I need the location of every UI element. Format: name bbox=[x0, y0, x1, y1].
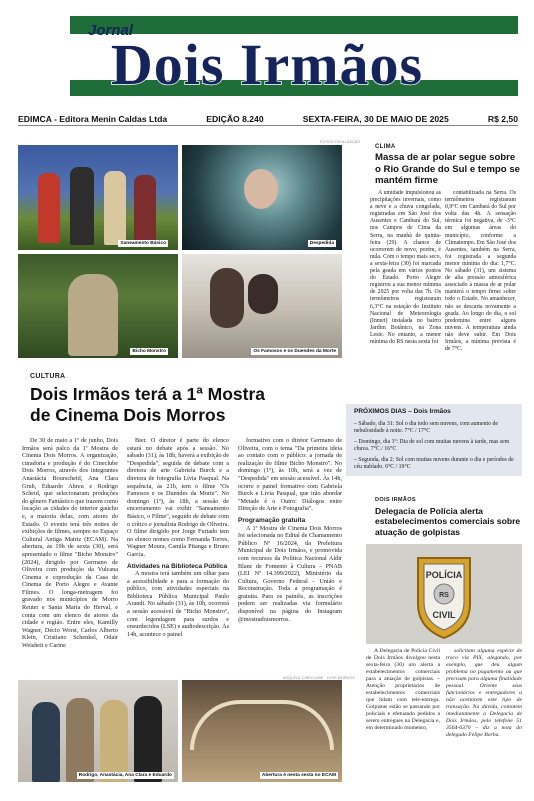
forecast-day-1: – Sábado, dia 31: Sol o dia todo sem nuvens, com aumento de nebulosidade à noite. 7°C / 17°C bbox=[354, 421, 498, 434]
cinema-headline-line-2: de Cinema Dois Morros bbox=[30, 405, 226, 425]
masthead bbox=[12, 10, 522, 108]
cinema-column-3 bbox=[238, 437, 342, 677]
cinema-photo-credit: ARQUIVO CINECLUBE · DOIS MORROS bbox=[283, 676, 355, 680]
photo-credit-top: FOTOS: DIVULGAÇÃO bbox=[320, 140, 361, 144]
caption-ecam: Abertura é nesta sexta no ECAM bbox=[261, 773, 336, 778]
badge-rs-text: RS bbox=[439, 592, 449, 599]
badge-policia-text: POLÍCIA bbox=[425, 570, 463, 580]
badge-civil-text: CIVIL bbox=[432, 610, 456, 620]
caption-famosos-duendes: Os Famosos e os Duendes da Morte bbox=[253, 349, 336, 354]
caption-organizers: Rodrigo, Anastácia, Ana Clara e Eduardo bbox=[78, 773, 172, 778]
caption-saneamento: Saneamento Básico bbox=[120, 241, 166, 246]
masthead-title: Dois Irmãos bbox=[110, 32, 424, 97]
film-still-despedida bbox=[182, 145, 342, 250]
photo-ecam bbox=[182, 680, 342, 782]
policia-kicker: DOIS IRMÃOS bbox=[375, 497, 416, 503]
cinema-kicker: CULTURA bbox=[30, 373, 66, 380]
cinema-text-1: De 30 de maio a 1º de junho, Dois Irmãos será palco da 1ª Mostra de Cinema Dois Morros. A organização, curadoria e produção é do Cineclube Dois Morros, através dos integrantes Anastácia Bourscheid, Ana Clara Grub, Eduardo Abreu e Rodrigo Scheid, que selecionaram produções do gênero Fantástico que trazem como locação as cidades do interior gaúcho e, a maioria delas, com atores do Estado. O evento terá três noites de exibições de filmes, sempre no Espaço Cultural Antiga Matriz (ECAM). Na abertura, às 19h de sexta (30), será apresentado o filme "Bicho Monstro" (2024), dirigido por Germano de Oliveira com produção da Vulcana Cinema e coprodução da Casa de Cinema de Porto Alegre e Avante Filmes. O longa-metragem foi gravado nos municípios de Morro Reuter e Santa Maria do Herval, e conta com um elenco de atores da cidade e região. Entre eles, Kamilly Wagner, Décio Worst, Carlos Alberto Klein, Cristiano Schenkel, Odair Weisheit e Carine bbox=[22, 437, 118, 650]
cinema-text-3: formativo com o diretor Germano de Oliveira, com o tema "Da primeira ideia ao contato com o público: a jornada de realização do filme Bicho Monstro". No domingo (1º), às 10h, será a vez de "Despedida" em sessão acessível. Às 14h, ocorre o painel formativo com Gabriela Burck e Lívia Pasqual, que irão abordar "Metade é o Outro: Diálogos entre Direção de Arte e Fotografia". bbox=[238, 437, 342, 513]
film-still-saneamento bbox=[18, 145, 178, 250]
photo-organizers bbox=[18, 680, 178, 782]
policia-text-2: solicitam alguma espécie de troco via PIX, alegando, por exemplo, que deu algum problema no pagamento ou que precisam para alguma finalidade pessoal. Oriente seus funcionários e entregadores a não aceitarem este tipo de transação. Na dúvida, contatem imediatamente a Delegacia de Dois Irmãos, pelo telefone 51 3564-6370 – diz a nota do delegado Felipe Borba. bbox=[446, 648, 522, 738]
edition-price: R$ 2,50 bbox=[487, 113, 518, 124]
edition-number: EDIÇÃO 8.240 bbox=[206, 113, 264, 124]
film-still-famosos-duendes bbox=[182, 254, 342, 358]
photo-police-badge bbox=[366, 544, 522, 644]
clima-kicker: CLIMA bbox=[375, 144, 396, 150]
clima-column-2 bbox=[445, 190, 516, 390]
edition-date: SEXTA-FEIRA, 30 DE MAIO DE 2025 bbox=[302, 113, 449, 124]
clima-headline: Massa de ar polar segue sobre o Rio Grande do Sul e tempo se mantém firme bbox=[375, 152, 520, 186]
cinema-column-1 bbox=[22, 437, 118, 677]
film-still-bicho-monstro bbox=[18, 254, 178, 358]
policia-text-1: A Delegacia de Polícia Civil de Dois Irmãos divulgou nesta sexta-feira (30) um alerta a estabelecimentos comerciais para a atuação de golpistas. – Atenção proprietários de estabelecimentos comerciais que lidam com tele-entrega. Golpistas estão se passando por policiais e efetuando pedidos a serem entregues na Delegacia e, em determinado momento, bbox=[366, 648, 440, 731]
forecast-day-2: – Domingo, dia 1º: Dia de sol com muitas nuvens à tarde, mas sem chuva. 7°C / 16°C bbox=[354, 439, 510, 452]
masthead-logo bbox=[12, 10, 522, 108]
cinema-text-2: Bier. O diretor é parte do elenco estará no debate após a sessão. No sábado (31), às 18h, haverá a exibição de "Despedida", seguida de debate com a diretora de arte Gabriela Burck e a diretora de fotografia Lívia Pasqual. Na sequência, às 21h, tem o filme "Os Famosos e os Duendes da Morte". No domingo (1º), às 18h, a sessão de encerramento vai exibir "Saneamento Básico, o Filme", seguido de debate com o crítico e jornalista Rodrigo de Oliveira. O filme dirigido por Jorge Furtado tem no elenco nomes como Fernanda Torres, Wagner Moura, Camila Pitanga e Bruno Garcia. bbox=[127, 437, 229, 558]
edition-info-bar bbox=[18, 112, 518, 126]
cinema-headline-line-1: Dois Irmãos terá a 1ª Mostra bbox=[30, 384, 266, 404]
police-badge-icon bbox=[366, 544, 522, 644]
cinema-text-2b: A mostra terá também um olhar para a acessibilidade e para a formação do público, com atividades especiais na Biblioteca Pública Municipal Paulo Arandt. No sábado (31), às 10h, ocorrerá a sessão acessível de "Bicho Monstro", com legendagem para surdos e ensurdecidos (LSE) e audiodescrição. Às 14h, acontece o painel bbox=[127, 570, 229, 638]
caption-despedida: Despedida bbox=[309, 241, 334, 246]
cinema-headline bbox=[30, 384, 350, 426]
clima-text-2: contabilizada na Serra. Os termômetros registraram 0,9°C em Cambará do Sul por volta das 4h. A sensação térmica foi negativa, de -3°C em algumas áreas do município, conforme a Climatempo. Em São José dos Ausentes, também na Serra, foi registrada a segunda menor mínima do dia: 1,7°C. No sábado (31), um sistema de alta pressão atmosférica associado à massa de ar polar manterá o tempo firme sobre todo o Estado. No amanhecer, não se descarta novamente a geada. Ao longo do dia, o sol predomina entre alguns nuvens. A temperatura ainda não deve subir. Em Dois Irmãos, a mínima prevista é de 7°C. bbox=[445, 190, 516, 353]
cinema-subhead-biblioteca: Atividades na Biblioteca Pública bbox=[127, 562, 228, 570]
forecast-title: PRÓXIMOS DIAS – Dois Irmãos bbox=[354, 408, 451, 415]
policia-headline: Delegacia de Polícia alerta estabelecimentos comerciais sobre atuação de golpistas bbox=[375, 506, 521, 537]
cinema-text-3b: A 1ª Mostra de Cinema Dois Morros foi selecionada no Edital de Chamamento Público Nº 16/2024, da Prefeitura Municipal de Dois Irmãos, e promovida com recursos da Política Nacional Aldir Blanc de Fomento à Cultura – PNAB (LEI Nº 14.399/2022), Ministério da Cultura, Governo Federal - União e Reconstrução. Toda a programação é gratuita. Para os painéis, as inscrições podem ser realizadas via formulário disponível na página do Instagram @mostradoismorros. bbox=[238, 524, 342, 623]
policia-column-1 bbox=[366, 648, 440, 790]
clima-text-1: A umidade impulsionou as precipitações invernais, como a neve e a chuva congelada, registradas em São José dos Ausentes e Cambará do Sul, nos Campos de Cima da Serra, na manhã de quinta-feira (29). A chance de ocorrerem de novo, porém, é nula. Com o tempo mais seco, a sexta-feira (30) foi marcada pela geada em vários pontos do Estado. Porto Alegre registrou a sua menor mínima de 2025 por volta das 7h. Os termômetros registraram 6,3°C na estação do Instituto Nacional de Meteorologia (Inmet) instalada no bairro Jardim Botânico, na Zona Leste. No entanto, a menor mínima do RS nesta sexta foi bbox=[370, 190, 441, 345]
cinema-column-2 bbox=[127, 437, 229, 677]
forecast-day-3: – Segunda, dia 2: Sol com muitas nuvens durante o dia e períodos de céu nublado. 6°C / 19°C bbox=[354, 457, 514, 470]
clima-column-1 bbox=[370, 190, 441, 390]
masthead-jornal: Jornal bbox=[88, 22, 134, 39]
caption-bicho-monstro: Bicho Monstro bbox=[132, 349, 166, 354]
clima-forecast-box bbox=[346, 404, 522, 476]
cinema-subhead-gratuita: Programação gratuita bbox=[238, 516, 306, 524]
publisher-name: EDIMCA - Editora Menin Caldas Ltda bbox=[18, 113, 168, 124]
policia-column-2 bbox=[446, 648, 522, 790]
